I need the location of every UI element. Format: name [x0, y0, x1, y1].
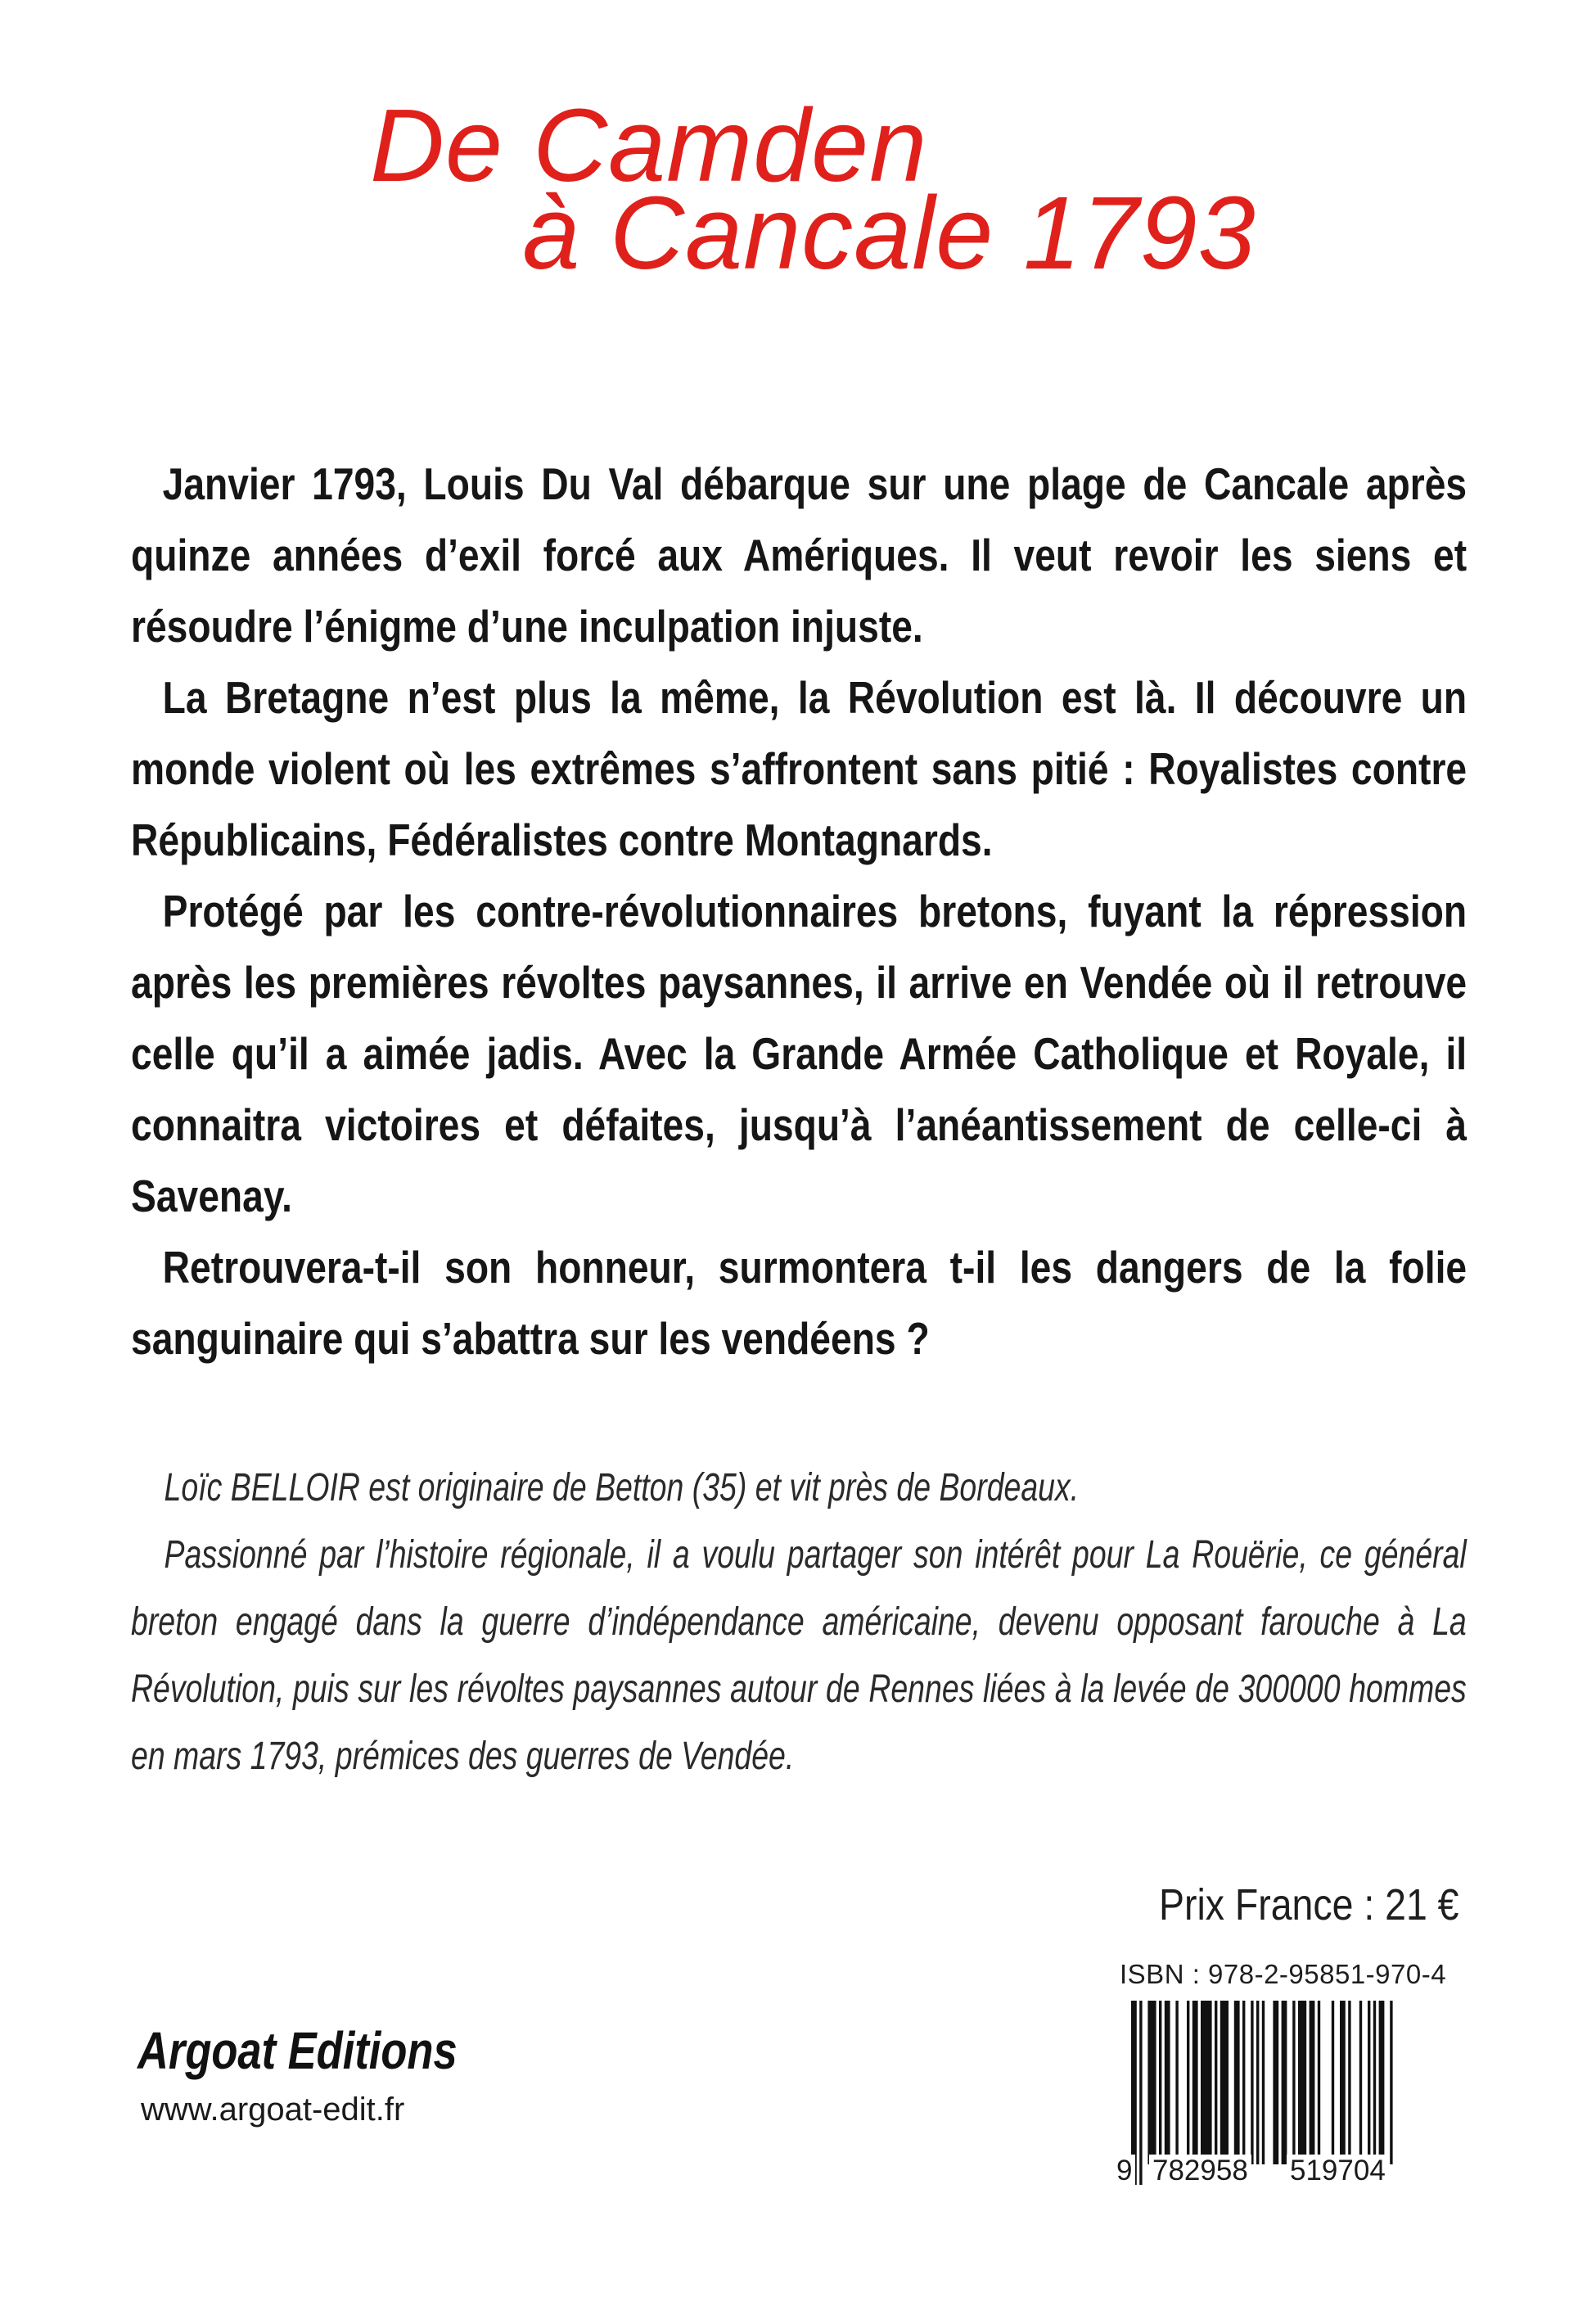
barcode-bar — [1273, 2001, 1278, 2164]
barcode-bar — [1251, 2001, 1253, 2164]
barcode-bar — [1165, 2001, 1170, 2164]
author-bio — [131, 1455, 1467, 1790]
book-title-line-1: De Camden — [370, 88, 928, 203]
author-bio-paragraph: Passionné par l’histoire régionale, il a voulu partager son intérêt pour La Rouërie, ce général breton engagé dans la guerre d’indépendance américaine, devenu opposant farouche à La Révolution, puis sur les révoltes paysannes autour de Rennes liées à la levée de 300000 hommes en mars 1793, prémices des guerres de Vendée. — [131, 1533, 1467, 1778]
synopsis-paragraph: La Bretagne n’est plus la même, la Révolution est là. Il découvre un monde violent où les extrêmes s’affrontent sans pitié : Royalistes contre Républicains, Fédéralistes contre Montagnards. — [131, 672, 1468, 865]
barcode-digit-group: 9 — [1113, 2155, 1135, 2187]
barcode — [1113, 2001, 1416, 2197]
barcode-bar — [1187, 2001, 1189, 2164]
publisher-website: www.argoat-edit.fr — [141, 2092, 405, 2128]
publisher-name: Argoat Editions — [138, 2021, 458, 2080]
barcode-bar — [1390, 2001, 1392, 2164]
barcode-digit-group: 782958 — [1149, 2155, 1251, 2187]
barcode-bar — [1147, 2001, 1156, 2164]
barcode-bar — [1242, 2001, 1245, 2164]
author-bio-paragraph: Loïc BELLOIR est originaire de Betton (35) et vit près de Bordeaux. — [164, 1466, 1080, 1509]
barcode-bar — [1292, 2001, 1295, 2164]
barcode-bar — [1332, 2001, 1334, 2164]
barcode-bar — [1192, 2001, 1198, 2164]
barcode-bar — [1310, 2001, 1315, 2164]
isbn-label: ISBN : 978-2-95851-970-4 — [1120, 1959, 1447, 1989]
barcode-bar — [1220, 2001, 1229, 2164]
barcode-bar — [1201, 2001, 1212, 2164]
barcode-bar — [1298, 2001, 1306, 2164]
barcode-bar — [1359, 2001, 1362, 2164]
barcode-bar — [1373, 2001, 1376, 2164]
barcode-bar — [1256, 2001, 1259, 2164]
barcode-bar — [1215, 2001, 1217, 2164]
synopsis — [131, 449, 1467, 1374]
barcode-bar — [1368, 2001, 1370, 2164]
barcode-bar — [1318, 2001, 1320, 2164]
barcode-bar — [1282, 2001, 1287, 2164]
barcode-bar — [1159, 2001, 1161, 2164]
barcode-bar — [1234, 2001, 1240, 2164]
barcode-bar — [1379, 2001, 1385, 2164]
barcode-digit-group: 519704 — [1287, 2155, 1389, 2187]
barcode-digits — [1113, 2151, 1416, 2197]
synopsis-paragraph: Janvier 1793, Louis Du Val débarque sur une plage de Cancale après quinze années d’exil forcé aux Amériques. Il veut revoir les siens et résoudre l’énigme d’une inculpation injuste. — [131, 458, 1468, 652]
price-label: Prix France : 21 € — [1159, 1880, 1459, 1929]
barcode-bar — [1175, 2001, 1178, 2164]
barcode-bar — [1262, 2001, 1265, 2164]
synopsis-paragraph: Protégé par les contre-révolutionnaires bretons, fuyant la répression après les premières révoltes paysannes, il arrive en Vendée où il retrouve celle qu’il a aimée jadis. Avec la Grande Armée Catholique et Royale, il connaitra victoires et défaites, jusqu’à l’anéantissement de celle-ci à Savenay. — [131, 886, 1468, 1221]
book-title-line-2: à Cancale 1793 — [522, 175, 1256, 291]
synopsis-paragraph: Retrouvera-t-il son honneur, surmontera t-il les dangers de la folie sanguinaire qui s’abattra sur les vendéens ? — [131, 1242, 1468, 1364]
